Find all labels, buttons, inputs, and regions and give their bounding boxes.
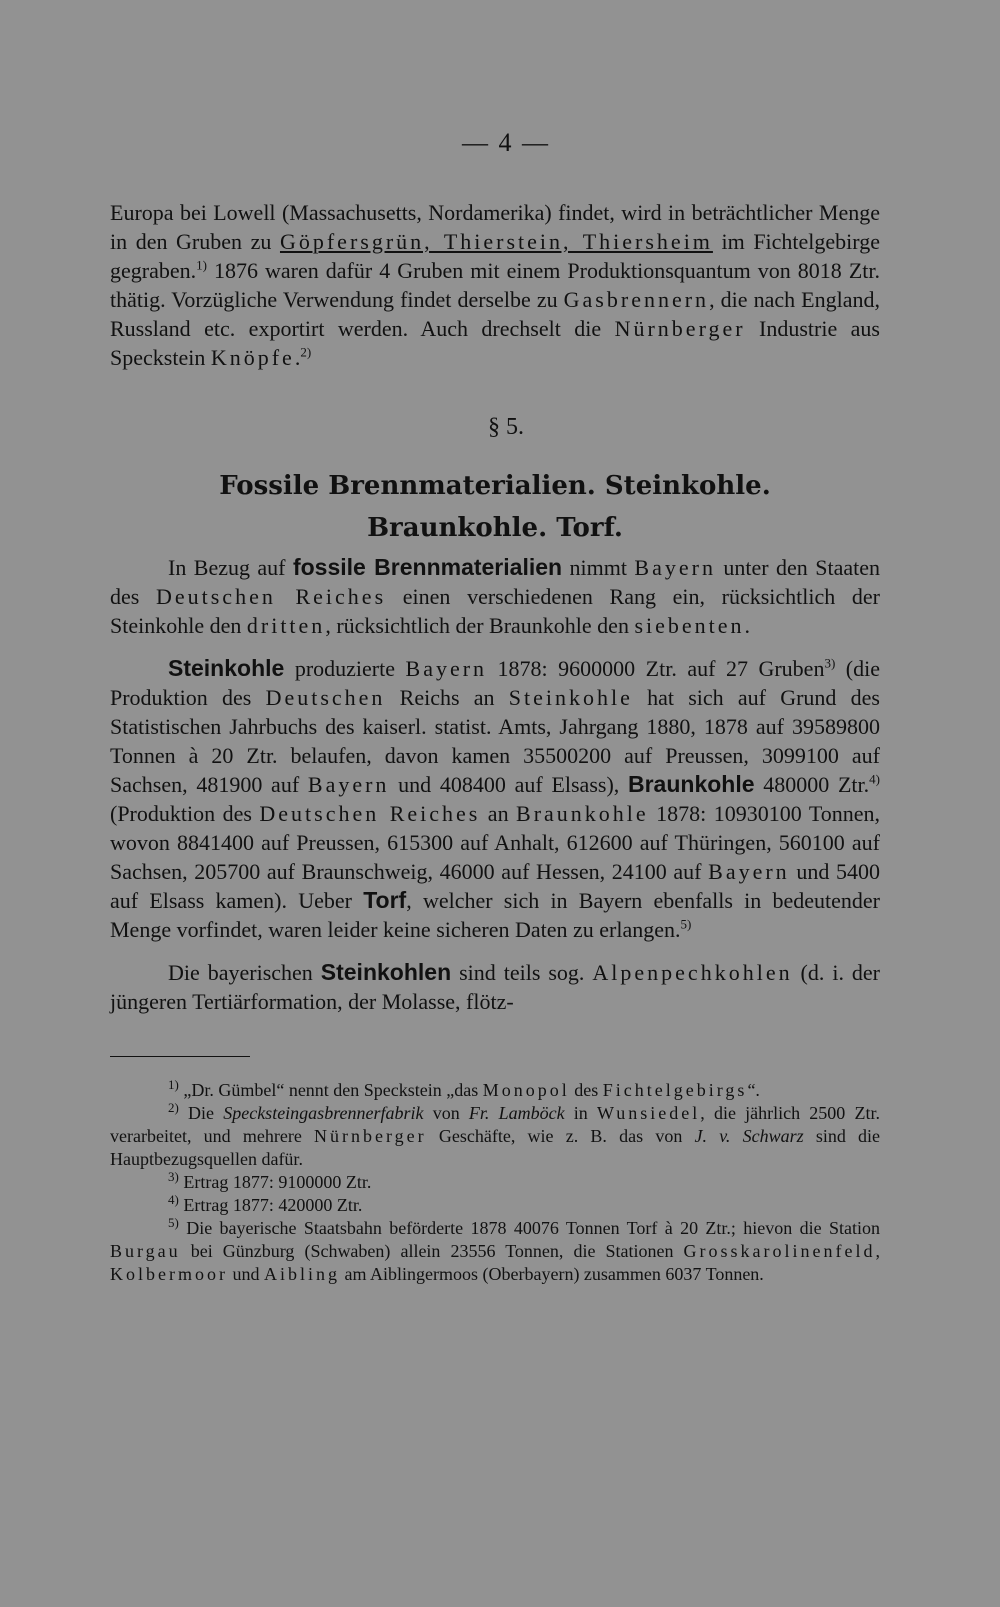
emphasis: Steinkohle bbox=[508, 685, 633, 710]
emphasis: dritten bbox=[246, 613, 326, 638]
keyword: fossile Brennmaterialien bbox=[292, 554, 563, 580]
emphasis: Deutschen Reiches bbox=[259, 801, 481, 826]
keyword: Steinkohlen bbox=[320, 959, 452, 985]
text: Reichs an bbox=[385, 685, 509, 710]
footnote-4 bbox=[110, 1194, 880, 1217]
text: (die Produktion des bbox=[110, 656, 881, 710]
text: “. bbox=[747, 1080, 760, 1100]
text: (Produktion des bbox=[110, 801, 260, 826]
text: sind die Hauptbezugsquellen dafür. bbox=[110, 1126, 881, 1169]
emphasis: Grosskarolinenfeld bbox=[683, 1241, 876, 1261]
footnote-marker: 5) bbox=[168, 1215, 179, 1230]
footnote-ref-4: 4) bbox=[869, 771, 881, 787]
footnote-ref-3: 3) bbox=[824, 655, 836, 671]
text: , rücksichtlich der Braunkohle den bbox=[325, 613, 635, 638]
emphasis: Bayern bbox=[634, 555, 716, 580]
footnote-2 bbox=[110, 1102, 880, 1171]
text: hat sich auf Grund des Statistischen Jahrbuchs des kaiserl. statist. Amts, Jahrgang 1880, 1878 auf 39589800 Tonnen à 20 Ztr. belaufen, davon kamen 35500200 auf Preussen, 3099100 auf Sachsen, 481900 auf bbox=[110, 685, 880, 797]
emphasis: siebenten bbox=[634, 613, 745, 638]
emphasis: Deutschen Reiches bbox=[155, 584, 387, 609]
emphasis: Aibling bbox=[263, 1264, 340, 1284]
paragraph-bavarian-coal bbox=[110, 958, 880, 1016]
footnote-marker: 3) bbox=[168, 1169, 179, 1184]
place-names: Göpfersgrün, Thierstein, Thiersheim bbox=[279, 229, 713, 254]
text: nimmt bbox=[562, 555, 635, 580]
text: am Aiblingermoos (Oberbayern) zusammen 6037 Tonnen. bbox=[340, 1264, 764, 1284]
keyword: Torf bbox=[363, 887, 407, 913]
section-title-line-1: Fossile Brennmaterialien. Steinkohle. bbox=[219, 471, 771, 501]
emphasis: Alpenpechkohlen bbox=[592, 960, 793, 985]
footnote-ref-1: 1) bbox=[196, 257, 207, 273]
text: unter den Staaten des bbox=[110, 555, 881, 609]
text: , die jährlich 2500 Ztr. verarbeitet, und mehrere bbox=[110, 1103, 880, 1146]
text: 1876 waren dafür 4 Gruben mit einem Produktionsquantum von 8018 Ztr. thätig. Vorzügliche Verwendung findet derselbe zu bbox=[110, 258, 880, 312]
text: Die bayerischen bbox=[168, 960, 321, 985]
section-number: § 5. bbox=[488, 414, 524, 440]
text: , welcher sich in Bayern ebenfalls in bedeutender Menge vorfindet, waren leider keine sicheren Daten zu erlangen. bbox=[110, 888, 880, 942]
footnote-ref-5: 5) bbox=[680, 916, 692, 932]
footnote-divider bbox=[110, 1056, 250, 1057]
text: , bbox=[875, 1241, 880, 1261]
emphasis: Bayern bbox=[405, 656, 488, 681]
footnote-marker: 2) bbox=[168, 1100, 179, 1115]
emphasis: Monopol bbox=[482, 1080, 570, 1100]
emphasis: Specksteingasbrennerfabrik bbox=[223, 1103, 424, 1123]
text: Geschäfte, wie z. B. das von bbox=[426, 1126, 695, 1146]
footnote-3 bbox=[110, 1171, 880, 1194]
text: „Dr. Gümbel“ nennt den Speckstein „das bbox=[178, 1080, 483, 1100]
text: an bbox=[480, 801, 517, 826]
footnote-marker: 4) bbox=[168, 1192, 179, 1207]
text: produzierte bbox=[284, 656, 406, 681]
emphasis: Knöpfe bbox=[210, 345, 295, 370]
paragraph-fossil-fuels bbox=[110, 553, 880, 640]
emphasis: Nürnberger bbox=[314, 1126, 427, 1146]
text: Ertrag 1877: 420000 Ztr. bbox=[178, 1195, 363, 1215]
keyword: Steinkohle bbox=[168, 655, 285, 681]
text: im Fichtelgebirge gegraben. bbox=[110, 229, 880, 283]
text: Ertrag 1877: 9100000 Ztr. bbox=[178, 1172, 372, 1192]
paragraph-production bbox=[110, 654, 880, 944]
text: sind teils sog. bbox=[451, 960, 593, 985]
text: In Bezug auf bbox=[168, 555, 293, 580]
footnote-ref-2: 2) bbox=[300, 344, 312, 360]
text: Die bayerische Staatsbahn beförderte 1878 40076 Tonnen Torf à 20 Ztr.; hievon die Station bbox=[178, 1218, 880, 1238]
footnote-5 bbox=[110, 1217, 880, 1286]
text: (d. i. der jüngeren Tertiärformation, der Molasse, flötz- bbox=[110, 960, 881, 1014]
text: Industrie aus Speckstein bbox=[110, 316, 880, 370]
text: und 408400 auf Elsass), bbox=[389, 772, 628, 797]
emphasis: Burgau bbox=[110, 1241, 181, 1261]
text: . bbox=[744, 613, 751, 638]
intro-paragraph bbox=[110, 198, 880, 372]
text: in bbox=[564, 1103, 597, 1123]
text: Die bbox=[178, 1103, 224, 1123]
text: Europa bei Lowell (Massachusetts, Nordamerika) findet, wird in beträchtlicher Menge in den Gruben zu bbox=[110, 200, 880, 254]
text: einen verschiedenen Rang ein, rücksichtlich der Steinkohle den bbox=[110, 584, 881, 638]
emphasis: Fr. Lamböck bbox=[468, 1103, 565, 1123]
emphasis: J. v. Schwarz bbox=[694, 1126, 804, 1146]
emphasis: Nürnberger bbox=[614, 316, 746, 341]
footnote-1 bbox=[110, 1079, 880, 1102]
text: . bbox=[294, 345, 301, 370]
keyword: Braunkohle bbox=[628, 771, 755, 797]
emphasis: Bayern bbox=[708, 859, 790, 884]
emphasis: Fichtelgebirgs bbox=[602, 1080, 748, 1100]
emphasis: Gasbrennern bbox=[563, 287, 710, 312]
page-number: — 4 — bbox=[462, 128, 550, 157]
text: und bbox=[227, 1264, 264, 1284]
text: 480000 Ztr. bbox=[754, 772, 870, 797]
text: und 5400 auf Elsass kamen). Ueber bbox=[110, 859, 880, 913]
text: des bbox=[569, 1080, 603, 1100]
text: 1878: 10930100 Tonnen, wovon 8841400 auf Preussen, 615300 auf Anhalt, 612600 auf Thüringen, 560100 auf Sachsen, 205700 auf Braunschweig, 46000 auf Hessen, 24100 auf bbox=[110, 801, 880, 884]
emphasis: Kolbermoor bbox=[110, 1264, 228, 1284]
emphasis: Deutschen bbox=[265, 685, 386, 710]
emphasis: Bayern bbox=[307, 772, 390, 797]
text: bei Günzburg (Schwaben) allein 23556 Tonnen, die Stationen bbox=[180, 1241, 684, 1261]
emphasis: Braunkohle bbox=[516, 801, 649, 826]
emphasis: Wunsiedel bbox=[596, 1103, 701, 1123]
text: 1878: 9600000 Ztr. auf 27 Gruben bbox=[487, 656, 825, 681]
book-page bbox=[110, 128, 880, 1588]
footnote-marker: 1) bbox=[168, 1077, 179, 1092]
text: , die nach England, Russland etc. exportirt werden. Auch drechselt die bbox=[110, 287, 880, 341]
text: von bbox=[423, 1103, 469, 1123]
section-title-line-2: Braunkohle. Torf. bbox=[367, 513, 623, 543]
